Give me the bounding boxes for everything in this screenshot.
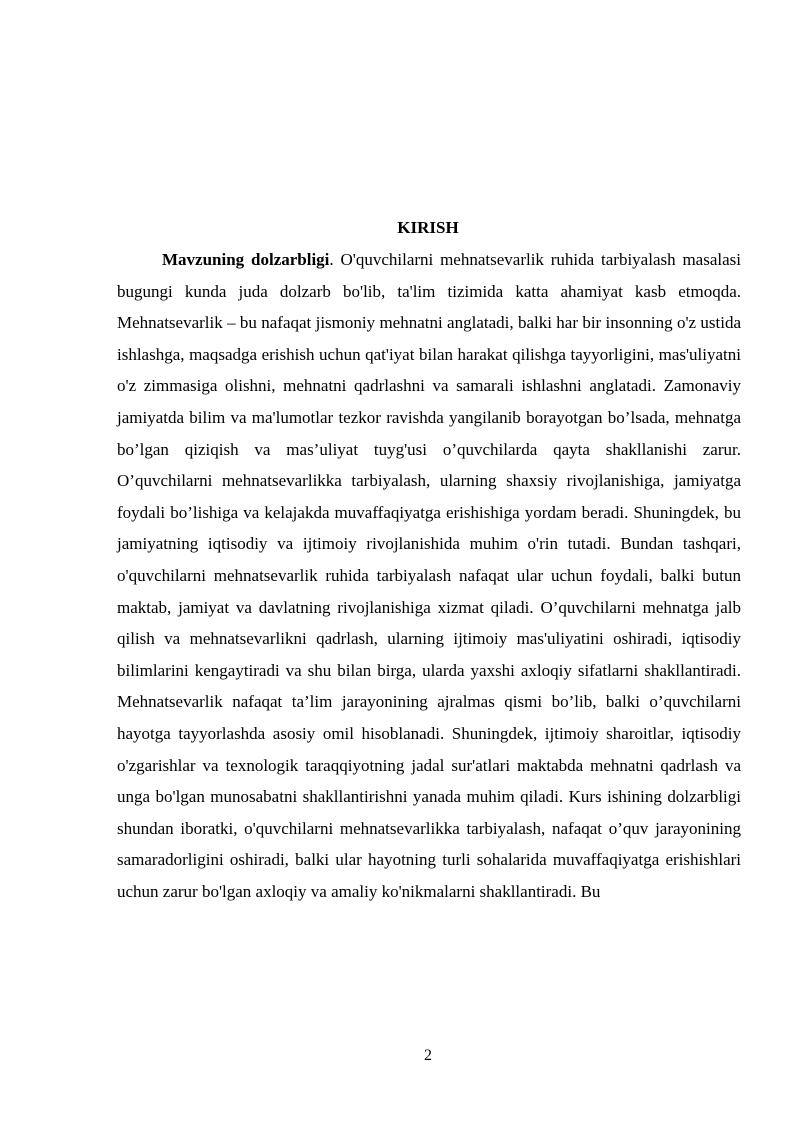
- paragraph-lead-punct: .: [329, 250, 334, 269]
- section-heading: KIRISH: [397, 218, 459, 237]
- paragraph-lead: Mavzuning dolzarbligi: [162, 250, 330, 269]
- page-number: 2: [424, 1047, 432, 1064]
- paragraph-text: O'quvchilarni mehnatsevarlik ruhida tarbiyalash masalasi bugungi kunda juda dolzarb bo'lib, ta'lim tizimida katta ahamiyat kasb etmoqda. Mehnatsevarlik – bu nafaqat jismoniy mehnatni anglatadi, balki har bir insonning o'z ustida ishlashga, maqsadga erishish uchun qat'iyat bilan harakat qilishga tayyorligini, mas'uliyatni o'z zimmasiga olishni, mehnatni qadrlashni va samarali ishlashni anglatadi. Zamonaviy jamiyatda bilim va ma'lumotlar tezkor ravishda yangilanib borayotgan bo’lsada, mehnatga bo’lgan qiziqish va mas’uliyat tuyg'usi o’quvchilarda qayta shakllanishi zarur. O’quvchilarni mehnatsevarlikka tarbiyalash, ularning shaxsiy rivojlanishiga, jamiyatga foydali bo’lishiga va kelajakda muvaffaqiyatga erishishiga yordam beradi. Shuningdek, bu jamiyatning iqtisodiy va ijtimoiy rivojlanishida muhim o'rin tutadi. Bundan tashqari, o'quvchilarni mehnatsevarlik ruhida tarbiyalash nafaqat ular uchun foydali, balki butun maktab, jamiyat va davlatning rivojlanishiga xizmat qiladi. O’quvchilarni mehnatga jalb qilish va mehnatsevarlikni qadrlash, ularning ijtimoiy mas'uliyatini oshiradi, iqtisodiy bilimlarini kengaytiradi va shu bilan birga, ularda yaxshi axloqiy sifatlarni shakllantiradi. Mehnatsevarlik nafaqat ta’lim jarayonining ajralmas qismi bo’lib, balki o’quvchilarni hayotga tayyorlashda asosiy omil hisoblanadi. Shuningdek, ijtimoiy sharoitlar, iqtisodiy o'zgarishlar va texnologik taraqqiyotning jadal sur'atlari maktabda mehnatni qadrlash va unga bo'lgan munosabatni shakllantirishni yanada muhim qiladi. Kurs ishining dolzarbligi shundan iboratki, o'quvchilarni mehnatsevarlikka tarbiyalash, nafaqat o’quv jarayonining samaradorligini oshiradi, balki ular hayotning turli sohalarida muvaffaqiyatga erishishlari uchun zarur bo'lgan axloqiy va amaliy ko'nikmalarni shakllantiradi. Bu: [117, 250, 741, 901]
- body-paragraph: [117, 244, 741, 907]
